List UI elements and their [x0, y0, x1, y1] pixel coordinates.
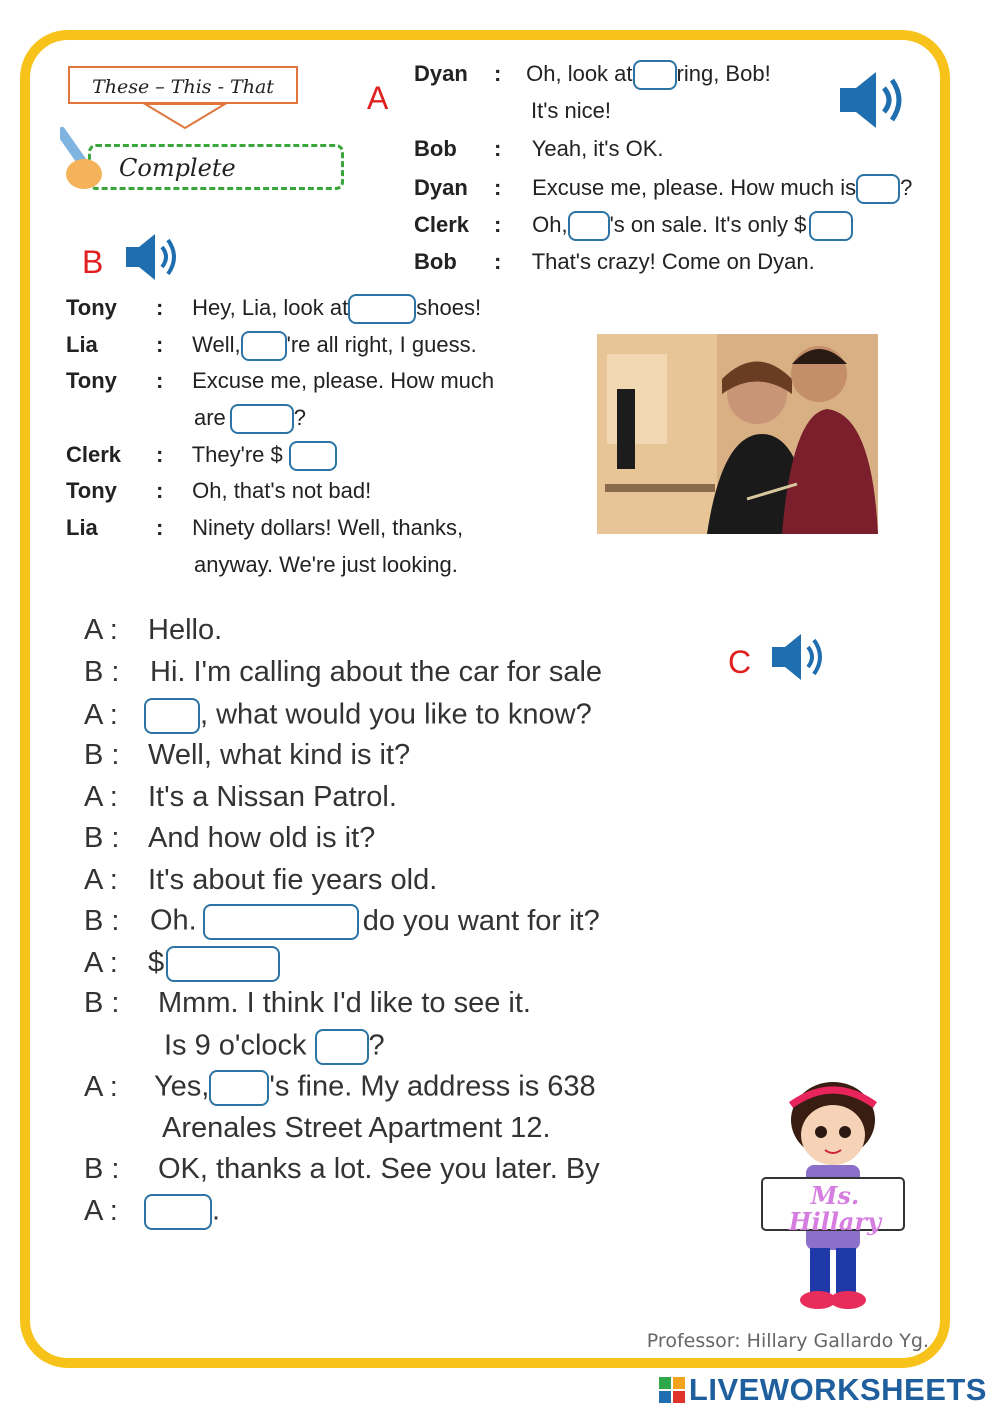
- answer-blank[interactable]: [166, 946, 280, 982]
- section-c-label: C: [728, 644, 752, 680]
- dialog-a-line-4: Clerk : Oh, 's on sale. It's only $: [414, 211, 853, 241]
- dialog-c-line-6: B : And how old is it?: [84, 822, 376, 854]
- audio-speaker-icon[interactable]: [124, 230, 180, 284]
- dialog-a-line-5: Bob : That's crazy! Come on Dyan.: [414, 249, 815, 274]
- answer-blank[interactable]: [809, 211, 853, 241]
- liveworksheets-brand[interactable]: LIVEWORKSHEETS: [659, 1372, 987, 1408]
- pencil-hand-icon: [60, 124, 120, 194]
- dialog-c-line-9: A : $: [84, 946, 280, 982]
- answer-blank[interactable]: [144, 698, 200, 734]
- professor-credit: Professor: Hillary Gallardo Yg.: [646, 1330, 929, 1352]
- liveworksheets-logo-icon: [659, 1377, 685, 1403]
- dialog-b-line-6: Lia : Ninety dollars! Well, thanks,: [66, 515, 464, 540]
- dialog-a-line-1: Dyan : Oh, look at ring, Bob!: [414, 60, 771, 90]
- answer-blank[interactable]: [315, 1029, 369, 1065]
- dialog-a-line-1-cont: It's nice!: [531, 98, 612, 123]
- answer-blank[interactable]: [209, 1070, 269, 1106]
- answer-blank[interactable]: [856, 174, 900, 204]
- dialog-b-line-6-cont: anyway. We're just looking.: [194, 552, 458, 577]
- answer-blank[interactable]: [241, 331, 287, 361]
- dialog-b-line-5: Tony : Oh, that's not bad!: [66, 478, 372, 503]
- dialog-b-line-4: Clerk : They're $: [66, 441, 337, 471]
- answer-blank[interactable]: [348, 294, 416, 324]
- dialog-a-line-3: Dyan : Excuse me, please. How much is ?: [414, 174, 912, 204]
- answer-blank[interactable]: [289, 441, 337, 471]
- mascot-sign-text: Ms. Hillary: [788, 1181, 882, 1236]
- dialog-c-line-12: B : OK, thanks a lot. See you later. By: [84, 1153, 600, 1185]
- answer-blank[interactable]: [203, 904, 359, 940]
- answer-blank[interactable]: [568, 211, 610, 241]
- answer-blank[interactable]: [633, 60, 677, 90]
- speaker: Dyan: [414, 60, 468, 86]
- dialog-b-line-3: Tony : Excuse me, please. How much: [66, 368, 495, 393]
- hint-arrow: [135, 102, 235, 132]
- dialog-c-line-7: A : It's about fie years old.: [84, 864, 438, 896]
- instruction-box: Complete: [88, 144, 344, 190]
- section-a-label: A: [367, 80, 389, 116]
- shoe-store-photo: [597, 334, 878, 534]
- word-hint-box: These – This - That: [68, 66, 298, 104]
- dialog-c-line-11: A : Yes, 's fine. My address is 638: [84, 1070, 596, 1106]
- section-b-label: B: [82, 244, 104, 280]
- audio-speaker-icon[interactable]: [770, 630, 826, 684]
- dialog-c-line-5: A : It's a Nissan Patrol.: [84, 781, 397, 813]
- dialog-c-line-4: B : Well, what kind is it?: [84, 739, 411, 771]
- dialog-c-line-13: A : .: [84, 1194, 220, 1230]
- dialog-c-line-10-cont: Is 9 o'clock ?: [164, 1029, 385, 1065]
- dialog-c-line-2: B : Hi. I'm calling about the car for sale: [84, 656, 603, 688]
- dialog-b-line-1: Tony : Hey, Lia, look at shoes!: [66, 294, 481, 324]
- dialog-c-line-11-cont: Arenales Street Apartment 12.: [162, 1112, 551, 1144]
- dialog-b-line-2: Lia : Well, 're all right, I guess.: [66, 331, 477, 361]
- answer-blank[interactable]: [144, 1194, 212, 1230]
- answer-blank[interactable]: [230, 404, 294, 434]
- dialog-c-line-3: A : , what would you like to know?: [84, 698, 592, 734]
- dialog-c-line-8: B : Oh. do you want for it?: [84, 904, 600, 940]
- dialog-b-line-3-cont: are ?: [194, 404, 306, 434]
- audio-speaker-icon[interactable]: [838, 68, 906, 132]
- dialog-c-line-10: B : Mmm. I think I'd like to see it.: [84, 987, 531, 1019]
- dialog-c-line-1: A : Hello.: [84, 614, 223, 646]
- dialog-a-line-2: Bob : Yeah, it's OK.: [414, 136, 664, 161]
